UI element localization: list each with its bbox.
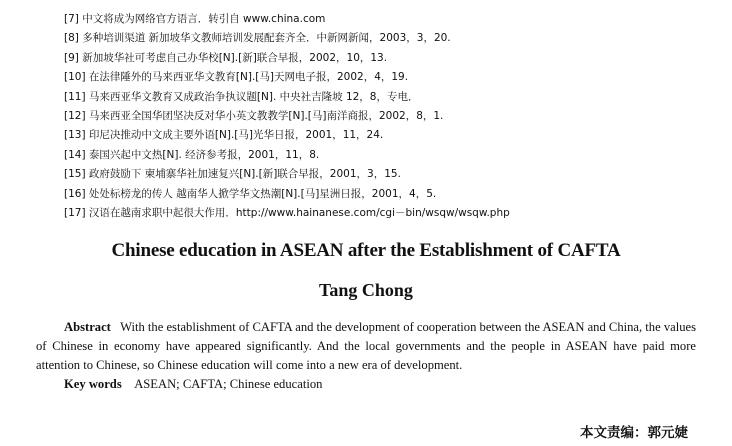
reference-item: [11] 马来西亚华文教育又成政治争执议题[N]. 中央社吉隆坡 12，8，专电． — [64, 90, 419, 103]
editor-note: 本文责编：郭元婕 — [580, 425, 688, 441]
reference-item: [15] 政府鼓励下 柬埔寨华社加速复兴[N].[新]联合早报，2001，3，15. — [64, 168, 401, 181]
reference-item: [9] 新加坡华社可考虑自己办华校[N].[新]联合早报，2002，10，13. — [64, 51, 388, 64]
abstract-label: Abstract — [64, 320, 111, 334]
reference-item: [16] 处处标榜龙的传人 越南华人掀学华文热潮[N].[马]星洲日报，2001，4，5. — [64, 187, 437, 200]
keywords-line — [64, 377, 322, 392]
abstract-paragraph — [36, 318, 696, 375]
reference-item: [13] 印尼决推动中文成主要外语[N].[马]光华日报，2001，11，24. — [64, 129, 384, 142]
keywords-text: ASEAN; CAFTA; Chinese education — [134, 377, 323, 391]
reference-list — [64, 10, 724, 223]
abstract-text: With the establishment of CAFTA and the development of cooperation between the ASEAN and China, the values of Chinese in economy have appeared significantly. And the local governments and the people in ASEAN have paid more attention to Chinese, so Chinese education will come into a new era of development. — [36, 320, 697, 372]
reference-item: [10] 在法律陲外的马来西亚华文教育[N].[马]天网电子报，2002，4，19. — [64, 71, 409, 84]
reference-item: [12] 马来西亚全国华团坚决反对华小英文教教学[N].[马]南洋商报，2002，8，1. — [64, 109, 444, 122]
reference-item: [7] 中文将成为网络官方语言．转引自 www.china.com — [64, 13, 326, 25]
paper-title: Chinese education in ASEAN after the Establishment of CAFTA — [111, 240, 621, 261]
reference-item: [8] 多种培训渠道 新加坡华文教师培训发展配套齐全．中新网新闻，2003，3，20. — [64, 32, 451, 45]
keywords-label: Key words — [64, 377, 122, 391]
reference-item: [14] 泰国兴起中文热[N]. 经济参考报，2001，11，8. — [64, 148, 320, 161]
paper-author: Tang Chong — [319, 280, 413, 300]
reference-item: [17] 汉语在越南求职中起很大作用．http://www.hainanese.com/cgi－bin/wsqw/wsqw.php — [64, 206, 510, 219]
